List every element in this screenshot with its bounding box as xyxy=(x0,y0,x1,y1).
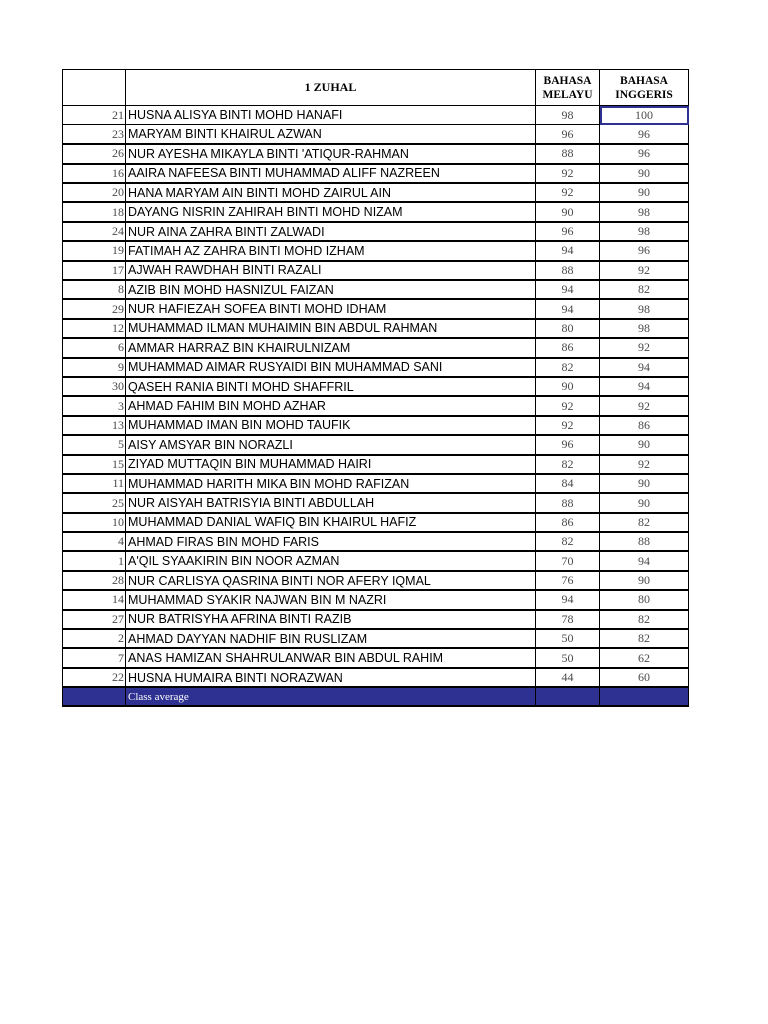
bahasa-melayu-mark-cell[interactable]: 92 xyxy=(536,183,600,202)
student-name-cell[interactable]: MARYAM BINTI KHAIRUL AZWAN xyxy=(126,125,536,144)
student-number-cell[interactable]: 18 xyxy=(63,202,126,221)
bahasa-inggeris-header[interactable]: BAHASA INGGERIS xyxy=(600,70,689,106)
student-name-cell[interactable]: QASEH RANIA BINTI MOHD SHAFFRIL xyxy=(126,377,536,396)
table-row xyxy=(63,183,689,202)
table-row xyxy=(63,435,689,454)
bahasa-melayu-mark-cell[interactable]: 94 xyxy=(536,241,600,260)
student-number-cell[interactable]: 23 xyxy=(63,125,126,144)
student-name-cell[interactable]: ANAS HAMIZAN SHAHRULANWAR BIN ABDUL RAHIM xyxy=(126,648,536,667)
table-row xyxy=(63,106,689,125)
bahasa-inggeris-mark-cell[interactable]: 60 xyxy=(600,668,689,687)
student-number-cell[interactable]: 19 xyxy=(63,241,126,260)
bahasa-inggeris-mark-cell[interactable]: 96 xyxy=(600,144,689,163)
table-row xyxy=(63,571,689,590)
student-name-cell[interactable]: AISY AMSYAR BIN NORAZLI xyxy=(126,435,536,454)
student-number-cell[interactable]: 20 xyxy=(63,183,126,202)
bahasa-inggeris-mark-cell[interactable]: 98 xyxy=(600,299,689,318)
table-row xyxy=(63,474,689,493)
student-number-cell[interactable]: 21 xyxy=(63,106,126,125)
class-results-table xyxy=(62,69,689,707)
class-name-header[interactable]: 1 ZUHAL xyxy=(126,70,536,106)
bahasa-melayu-mark-cell[interactable]: 50 xyxy=(536,629,600,648)
table-row xyxy=(63,610,689,629)
student-number-cell[interactable]: 29 xyxy=(63,299,126,318)
student-number-cell[interactable]: 9 xyxy=(63,358,126,377)
table-row xyxy=(63,299,689,318)
student-rows xyxy=(63,106,689,688)
bahasa-melayu-mark-cell[interactable]: 92 xyxy=(536,416,600,435)
table-row xyxy=(63,222,689,241)
student-number-cell[interactable]: 24 xyxy=(63,222,126,241)
student-name-cell[interactable]: MUHAMMAD HARITH MIKA BIN MOHD RAFIZAN xyxy=(126,474,536,493)
bahasa-melayu-mark-cell[interactable]: 86 xyxy=(536,338,600,357)
bahasa-inggeris-mark-cell[interactable]: 90 xyxy=(600,571,689,590)
student-number-cell[interactable]: 6 xyxy=(63,338,126,357)
bahasa-melayu-mark-cell[interactable]: 86 xyxy=(536,513,600,532)
header-number-cell[interactable] xyxy=(63,70,126,106)
bahasa-melayu-mark-cell[interactable]: 82 xyxy=(536,358,600,377)
student-name-cell[interactable]: MUHAMMAD SYAKIR NAJWAN BIN M NAZRI xyxy=(126,590,536,609)
bahasa-melayu-mark-cell[interactable]: 96 xyxy=(536,222,600,241)
student-number-cell[interactable]: 7 xyxy=(63,648,126,667)
bahasa-melayu-mark-cell[interactable]: 78 xyxy=(536,610,600,629)
bahasa-inggeris-mark-cell[interactable]: 100 xyxy=(600,106,689,125)
table-row xyxy=(63,319,689,338)
student-number-cell[interactable]: 14 xyxy=(63,590,126,609)
table-row xyxy=(63,416,689,435)
student-name-cell[interactable]: NUR AINA ZAHRA BINTI ZALWADI xyxy=(126,222,536,241)
student-name-cell[interactable]: DAYANG NISRIN ZAHIRAH BINTI MOHD NIZAM xyxy=(126,202,536,221)
bahasa-inggeris-mark-cell[interactable]: 62 xyxy=(600,648,689,667)
bahasa-inggeris-mark-cell[interactable]: 96 xyxy=(600,125,689,144)
table-row xyxy=(63,241,689,260)
bahasa-melayu-mark-cell[interactable]: 94 xyxy=(536,299,600,318)
student-name-cell[interactable]: MUHAMMAD IMAN BIN MOHD TAUFIK xyxy=(126,416,536,435)
student-number-cell[interactable]: 17 xyxy=(63,261,126,280)
table-row xyxy=(63,280,689,299)
table-row xyxy=(63,261,689,280)
bahasa-melayu-mark-cell[interactable]: 88 xyxy=(536,261,600,280)
table-row xyxy=(63,532,689,551)
bahasa-inggeris-mark-cell[interactable]: 82 xyxy=(600,629,689,648)
bahasa-inggeris-mark-cell[interactable]: 98 xyxy=(600,222,689,241)
student-name-cell[interactable]: A'QIL SYAAKIRIN BIN NOOR AZMAN xyxy=(126,551,536,570)
bahasa-inggeris-mark-cell[interactable]: 82 xyxy=(600,610,689,629)
class-average-row xyxy=(63,687,689,706)
student-name-cell[interactable]: HANA MARYAM AIN BINTI MOHD ZAIRUL AIN xyxy=(126,183,536,202)
student-name-cell[interactable]: AMMAR HARRAZ BIN KHAIRULNIZAM xyxy=(126,338,536,357)
student-number-cell[interactable]: 30 xyxy=(63,377,126,396)
bahasa-inggeris-mark-cell[interactable]: 80 xyxy=(600,590,689,609)
bahasa-melayu-mark-cell[interactable]: 44 xyxy=(536,668,600,687)
table-row xyxy=(63,629,689,648)
bahasa-inggeris-mark-cell[interactable]: 82 xyxy=(600,280,689,299)
student-name-cell[interactable]: AJWAH RAWDHAH BINTI RAZALI xyxy=(126,261,536,280)
table-row xyxy=(63,125,689,144)
student-name-cell[interactable]: AHMAD FIRAS BIN MOHD FARIS xyxy=(126,532,536,551)
bahasa-inggeris-mark-cell[interactable]: 90 xyxy=(600,164,689,183)
bahasa-inggeris-mark-cell[interactable]: 92 xyxy=(600,396,689,415)
student-name-cell[interactable]: AZIB BIN MOHD HASNIZUL FAIZAN xyxy=(126,280,536,299)
table-row xyxy=(63,377,689,396)
bahasa-melayu-mark-cell[interactable]: 50 xyxy=(536,648,600,667)
student-number-cell[interactable]: 11 xyxy=(63,474,126,493)
table-row xyxy=(63,513,689,532)
bahasa-inggeris-mark-cell[interactable]: 82 xyxy=(600,513,689,532)
student-number-cell[interactable]: 28 xyxy=(63,571,126,590)
student-number-cell[interactable]: 1 xyxy=(63,551,126,570)
bahasa-inggeris-mark-cell[interactable]: 90 xyxy=(600,474,689,493)
student-number-cell[interactable]: 25 xyxy=(63,493,126,512)
bahasa-inggeris-mark-cell[interactable]: 90 xyxy=(600,183,689,202)
student-number-cell[interactable]: 4 xyxy=(63,532,126,551)
table-row xyxy=(63,202,689,221)
student-name-cell[interactable]: NUR HAFIEZAH SOFEA BINTI MOHD IDHAM xyxy=(126,299,536,318)
bahasa-melayu-mark-cell[interactable]: 90 xyxy=(536,202,600,221)
student-name-cell[interactable]: NUR AYESHA MIKAYLA BINTI 'ATIQUR-RAHMAN xyxy=(126,144,536,163)
bahasa-inggeris-mark-cell[interactable]: 94 xyxy=(600,358,689,377)
bahasa-melayu-mark-cell[interactable]: 96 xyxy=(536,125,600,144)
student-number-cell[interactable]: 2 xyxy=(63,629,126,648)
table-row xyxy=(63,455,689,474)
table-row xyxy=(63,668,689,687)
bahasa-melayu-mark-cell[interactable]: 94 xyxy=(536,590,600,609)
bahasa-melayu-mark-cell[interactable]: 88 xyxy=(536,144,600,163)
bahasa-melayu-mark-cell[interactable]: 94 xyxy=(536,280,600,299)
student-name-cell[interactable]: HUSNA ALISYA BINTI MOHD HANAFI xyxy=(126,106,536,125)
student-number-cell[interactable]: 16 xyxy=(63,164,126,183)
bahasa-melayu-mark-cell[interactable]: 70 xyxy=(536,551,600,570)
student-name-cell[interactable]: MUHAMMAD DANIAL WAFIQ BIN KHAIRUL HAFIZ xyxy=(126,513,536,532)
bahasa-melayu-mark-cell[interactable]: 98 xyxy=(536,106,600,125)
table-row xyxy=(63,396,689,415)
student-name-cell[interactable]: HUSNA HUMAIRA BINTI NORAZWAN xyxy=(126,668,536,687)
bahasa-melayu-mark-cell[interactable]: 90 xyxy=(536,377,600,396)
bahasa-inggeris-mark-cell[interactable]: 86 xyxy=(600,416,689,435)
bahasa-inggeris-mark-cell[interactable]: 90 xyxy=(600,493,689,512)
bahasa-melayu-mark-cell[interactable]: 80 xyxy=(536,319,600,338)
bahasa-inggeris-mark-cell[interactable]: 92 xyxy=(600,338,689,357)
student-name-cell[interactable]: MUHAMMAD ILMAN MUHAIMIN BIN ABDUL RAHMAN xyxy=(126,319,536,338)
student-name-cell[interactable]: ZIYAD MUTTAQIN BIN MUHAMMAD HAIRI xyxy=(126,455,536,474)
bahasa-melayu-mark-cell[interactable]: 76 xyxy=(536,571,600,590)
bahasa-melayu-mark-cell[interactable]: 84 xyxy=(536,474,600,493)
header-row xyxy=(63,70,689,106)
student-name-cell[interactable]: AHMAD FAHIM BIN MOHD AZHAR xyxy=(126,396,536,415)
bahasa-inggeris-mark-cell[interactable]: 92 xyxy=(600,455,689,474)
student-number-cell[interactable]: 15 xyxy=(63,455,126,474)
bahasa-inggeris-mark-cell[interactable]: 98 xyxy=(600,202,689,221)
student-name-cell[interactable]: MUHAMMAD AIMAR RUSYAIDI BIN MUHAMMAD SANI xyxy=(126,358,536,377)
student-number-cell[interactable]: 26 xyxy=(63,144,126,163)
student-number-cell[interactable]: 12 xyxy=(63,319,126,338)
average-number-cell[interactable] xyxy=(63,687,126,706)
table-row xyxy=(63,338,689,357)
student-number-cell[interactable]: 3 xyxy=(63,396,126,415)
student-name-cell[interactable]: NUR CARLISYA QASRINA BINTI NOR AFERY IQMAL xyxy=(126,571,536,590)
table-row xyxy=(63,144,689,163)
student-name-cell[interactable]: FATIMAH AZ ZAHRA BINTI MOHD IZHAM xyxy=(126,241,536,260)
bahasa-melayu-mark-cell[interactable]: 82 xyxy=(536,532,600,551)
bahasa-melayu-mark-cell[interactable]: 88 xyxy=(536,493,600,512)
bahasa-melayu-header[interactable]: BAHASA MELAYU xyxy=(536,70,600,106)
student-name-cell[interactable]: AHMAD DAYYAN NADHIF BIN RUSLIZAM xyxy=(126,629,536,648)
table-row xyxy=(63,648,689,667)
student-name-cell[interactable]: NUR AISYAH BATRISYIA BINTI ABDULLAH xyxy=(126,493,536,512)
student-name-cell[interactable]: NUR BATRISYHA AFRINA BINTI RAZIB xyxy=(126,610,536,629)
table-row xyxy=(63,164,689,183)
student-name-cell[interactable]: AAIRA NAFEESA BINTI MUHAMMAD ALIFF NAZREEN xyxy=(126,164,536,183)
student-number-cell[interactable]: 22 xyxy=(63,668,126,687)
table-row xyxy=(63,590,689,609)
student-number-cell[interactable]: 27 xyxy=(63,610,126,629)
student-number-cell[interactable]: 8 xyxy=(63,280,126,299)
table-row xyxy=(63,358,689,377)
student-number-cell[interactable]: 10 xyxy=(63,513,126,532)
bahasa-inggeris-mark-cell[interactable]: 90 xyxy=(600,435,689,454)
average-bm-cell[interactable] xyxy=(536,687,600,706)
bahasa-inggeris-mark-cell[interactable]: 88 xyxy=(600,532,689,551)
bahasa-melayu-mark-cell[interactable]: 82 xyxy=(536,455,600,474)
average-bi-cell[interactable] xyxy=(600,687,689,706)
bahasa-melayu-mark-cell[interactable]: 92 xyxy=(536,396,600,415)
bahasa-inggeris-mark-cell[interactable]: 92 xyxy=(600,261,689,280)
table-row xyxy=(63,493,689,512)
bahasa-inggeris-mark-cell[interactable]: 94 xyxy=(600,377,689,396)
bahasa-melayu-mark-cell[interactable]: 96 xyxy=(536,435,600,454)
bahasa-inggeris-mark-cell[interactable]: 94 xyxy=(600,551,689,570)
table-row xyxy=(63,551,689,570)
bahasa-inggeris-mark-cell[interactable]: 98 xyxy=(600,319,689,338)
bahasa-inggeris-mark-cell[interactable]: 96 xyxy=(600,241,689,260)
student-number-cell[interactable]: 5 xyxy=(63,435,126,454)
student-number-cell[interactable]: 13 xyxy=(63,416,126,435)
bahasa-melayu-mark-cell[interactable]: 92 xyxy=(536,164,600,183)
class-average-label[interactable]: Class average xyxy=(126,687,536,706)
